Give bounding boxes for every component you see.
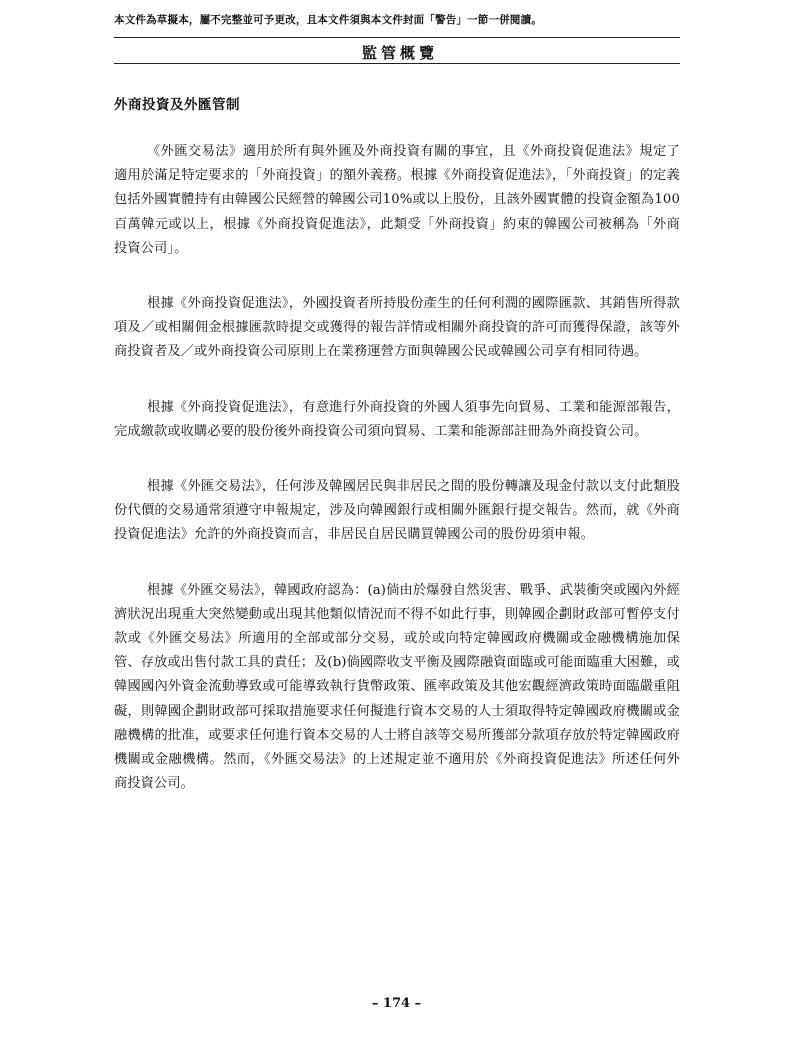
paragraph-4: 根據《外匯交易法》，任何涉及韓國居民與非居民之間的股份轉讓及現金付款以支付此類股份代價的交易通常須遵守申報規定，涉及向韓國銀行或相關外匯銀行提交報告。然而，就《外商投資促進法》允許的外商投資而言，非居民自居民購買韓國公司的股份毋須申報。 — [114, 479, 680, 543]
paragraph-5: 根據《外匯交易法》，韓國政府認為：(a)倘由於爆發自然災害、戰爭、武裝衝突或國內外經濟狀況出現重大突然變動或出現其他類似情況而不得不如此行事，則韓國企劃財政部可暫停支付款或《外匯交易法》所適用的全部或部分交易，或於或向特定韓國政府機關或金融機構施加保管、存放或出售付款工具的責任；及(b)倘國際收支平衡及國際融資面臨或可能面臨重大困難，或韓國國內外資金流動導致或可能導致執行貨幣政策、匯率政策及其他宏觀經濟政策時面臨嚴重阻礙，則韓國企劃財政部可採取措施要求任何擬進行資本交易的人士須取得特定韓國政府機關或金融機構的批准，或要求任何進行資本交易的人士將自該等交易所獲部分款項存放於特定韓國政府機關或金融機構。然而，《外匯交易法》的上述規定並不適用於《外商投資促進法》所述任何外商投資公司。 — [114, 582, 681, 792]
page-title: 監管概覽 — [361, 44, 438, 62]
body-text — [114, 140, 680, 827]
header-rule-bottom — [114, 63, 680, 64]
section-heading: 外商投資及外匯管制 — [114, 97, 240, 113]
paragraph-2: 根據《外商投資促進法》，外國投資者所持股份產生的任何利潤的國際匯款、其銷售所得款項及／或相關佣金根據匯款時提交或獲得的報告詳情或相關外商投資的許可而獲得保證，該等外商投資者及／或外商投資公司原則上在業務運營方面與韓國公民或韓國公司享有相同待遇。 — [114, 296, 680, 360]
draft-notice: 本文件為草擬本，屬不完整並可予更改，且本文件須與本文件封面「警告」一節一併閱讀。 — [114, 14, 542, 26]
paragraph-3: 根據《外商投資促進法》，有意進行外商投資的外國人須事先向貿易、工業和能源部報告，完成繳款或收購必要的股份後外商投資公司須向貿易、工業和能源部註冊為外商投資公司。 — [114, 399, 680, 439]
header-rule-top — [114, 37, 680, 38]
page-number: – 174 – — [371, 996, 422, 1011]
paragraph-1: 《外匯交易法》適用於所有與外匯及外商投資有關的事宜，且《外商投資促進法》規定了適用於滿足特定要求的「外商投資」的額外義務。根據《外商投資促進法》，「外商投資」的定義包括外國實體持有由韓國公民經營的韓國公司10%或以上股份，且該外國實體的投資金額為100百萬韓元或以上，根據《外商投資促進法》，此類受「外商投資」約束的韓國公司被稱為「外商投資公司」。 — [114, 144, 680, 256]
